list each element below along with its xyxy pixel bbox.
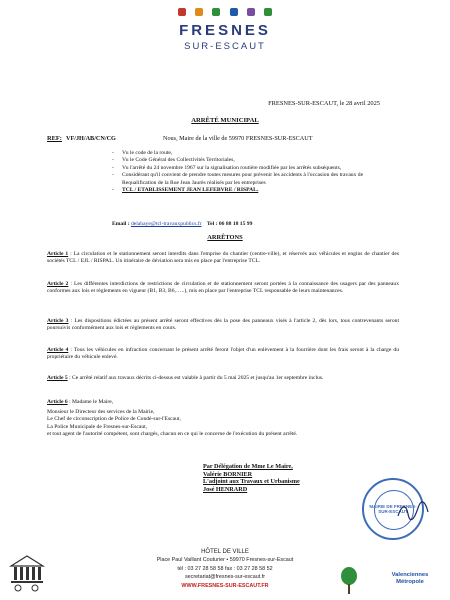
partner-logo-text: Valenciennes Métropole: [391, 572, 429, 585]
water-icon: [230, 8, 238, 16]
article-5: Article 5 : Ce arrêté relatif aux travaux décrits ci-dessus est valable à partir du 5 mai 2025 et jusqu'au 1er septembre inclus.: [47, 375, 324, 381]
article-4: Article 4 : Tous les véhicules en infraction concernant le présent arrêté feront l'objet d'un enlèvement à la fourrière dont les frais seront à la charge du propriétaire du véhicule enlevé.: [47, 347, 399, 361]
consideration-item: - Considérant qu'il convient de prendre toutes mesures pour prévenir les accidents à l'occasion des travaux de Requalification de la Rue Jean Jaurès réalisés par les entreprises: [112, 172, 382, 187]
footer-phone: tél : 03 27 28 58 58 fax : 03 27 28 58 52: [177, 565, 273, 572]
recipients: [47, 409, 399, 438]
companies: - TCL / ETABLISSEMENT JEAN LEFEBVRE / RISPAL.: [112, 187, 382, 194]
stamp-text: MAIRIE DE FRESNES-SUR-ESCAUT: [369, 504, 417, 514]
article-3: Article 3 : Les dispositions édictées au présent arrêté seront effectives dès la pose des panneaux visés à l'article 2, dès lors, tous contrevenants seront poursuivis conformément aux lois et règlements en cours.: [47, 318, 400, 332]
leaf-icon: [264, 8, 272, 16]
place-date: FRESNES-SUR-ESCAUT, le 28 avril 2025: [268, 100, 380, 107]
footer-email[interactable]: secretariat@fresnes-sur-escaut.fr: [184, 574, 266, 581]
considerations-list: [112, 150, 382, 194]
flame-icon: [178, 8, 186, 16]
recipient-line: Le Chef de circonscription de Police de Condé-sur-l'Escaut,: [47, 416, 181, 423]
recipient-line: Monsieur le Directeur des services de la Mairie,: [47, 409, 155, 415]
signature-block: [203, 463, 300, 493]
consideration-item: - Vu le code de la route,: [112, 150, 382, 157]
valenciennes-metropole-logo: [377, 572, 443, 590]
reference-label: REF:: [47, 135, 62, 142]
logo-icons: [178, 6, 272, 18]
consideration-item: - Vu l'arrêté du 24 novembre 1967 sur la signalisation routière modifiée par les arrêtés subséquents,: [112, 165, 382, 172]
green-tree-logo: [340, 566, 358, 596]
article-6: Article 6 : Madame le Maire,: [47, 399, 114, 405]
recipient-line: La Police Municipale de Fresnes-sur-Escaut,: [47, 423, 148, 430]
recipient-line: et tout agent de l'autorité compétent, sont chargés, chacun en ce qui le concerne de l'exécution du présent arrêté.: [47, 430, 298, 437]
consideration-item: - Vu le Code Général des Collectivités Territoriales,: [112, 157, 382, 164]
logo-name: FRESNES: [179, 22, 271, 39]
email-label: Email :: [112, 221, 130, 227]
tree-icon: [212, 8, 220, 16]
email-link[interactable]: delahaye@tcl-travauxpublics.fr: [130, 221, 202, 227]
signature-line: L'adjoint aux Travaux et Urbanisme: [203, 478, 300, 486]
phone: Tel : 06 88 18 15 99: [206, 221, 253, 227]
mayor-line: Nous, Maire de la ville de 59970 FRESNES-SUR-ESCAUT: [163, 135, 313, 142]
article-2: Article 2 : Les différentes interdictions de restrictions de circulation et de stationnement seront portées à la connaissance des usagers par des panneaux conformes aux lois et règlements en vigueur (B1, B3, B6,…..), mis en place par l'entreprise TCL responsable de leurs maintenances.: [47, 281, 399, 295]
arretons-heading: ARRÊTONS: [207, 234, 243, 241]
reference-value: VF/JH/AB/CN/CG: [66, 135, 116, 142]
handwritten-signature: [396, 500, 430, 522]
signature-line: Par Délégation de Mme Le Maire,: [203, 463, 293, 470]
document-title: ARRÊTÉ MUNICIPAL: [191, 117, 259, 124]
contact-line: [112, 221, 252, 227]
logo-subtitle: SUR-ESCAUT: [184, 41, 266, 52]
flower-icon: [247, 8, 255, 16]
footer-title: HÔTEL DE VILLE: [201, 549, 249, 555]
footer-website[interactable]: WWW.FRESNES-SUR-ESCAUT.FR: [181, 582, 269, 589]
article-1: Article 1 : La circulation et le stationnement seront interdits dans l'emprise du chantier (centre-ville), et réservés aux véhicules et engins de chantier des sociétés TCL / EJL / RISPAL. Un itinéraire de déviation sera mis en place par l'entreprise TCL.: [47, 251, 400, 265]
signature-line: Valérie BORNIER: [203, 470, 253, 478]
sun-icon: [195, 8, 203, 16]
signature-line: José HENRARD: [203, 485, 248, 493]
footer-address: Place Paul Vaillant Couturier • 59970 Fresnes-sur-Escaut: [156, 557, 294, 564]
